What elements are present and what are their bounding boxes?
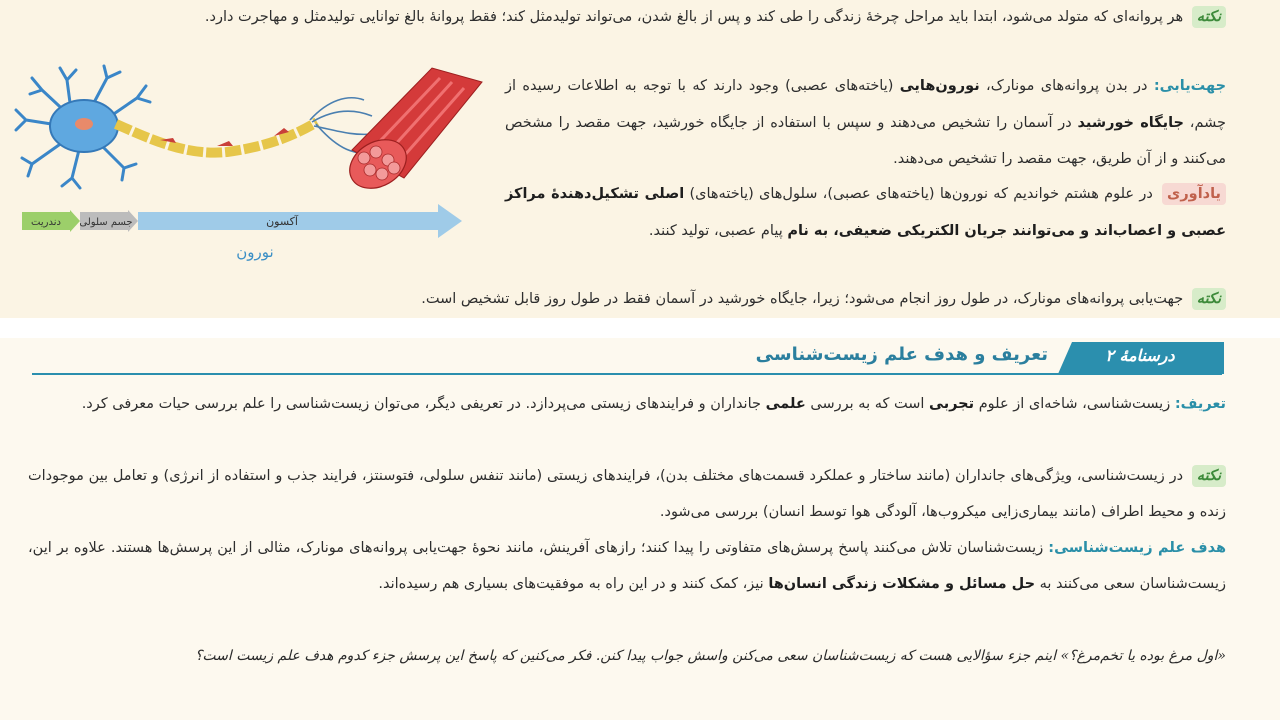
top-section — [0, 0, 1280, 318]
goal-text-2: نیز، کمک کنند و در این راه به موفقیت‌های بسیاری هم رسیده‌اند. — [378, 576, 764, 592]
goal-text-1: زیست‌شناسان تلاش می‌کنند پاسخ پرسش‌های متفاوتی را پیدا کنند؛ رازهای آفرینش، مانند نحوهٔ جهت‌یابی پروانه‌های مونارک، مثالی از این پرسش‌ها هستند. علاوه بر این، زیست‌شناسان سعی می‌کنند به — [28, 540, 1226, 592]
note-text: هر پروانه‌ای که متولد می‌شود، ابتدا باید مراحل چرخهٔ زندگی را طی کند و پس از بالغ شدن، می‌تواند تولیدمثل کند؛ فقط پروانهٔ بالغ توانایی تولیدمثل و مهاجرت دارد. — [204, 9, 1184, 25]
note-paragraph-3 — [28, 458, 1226, 530]
header-rule — [32, 373, 1222, 375]
label-dendrite: دندریت — [31, 217, 61, 228]
definition-bold-1: تجربی — [929, 396, 975, 412]
orientation-label: جهت‌یابی: — [1153, 78, 1227, 94]
orientation-text-2: (یاخته‌های عصبی) وجود دارند که با توجه به اطلاعات رسیده از چشم، — [505, 78, 1226, 131]
orientation-paragraph — [505, 68, 1226, 178]
definition-text-1: زیست‌شناسی، شاخه‌ای از علوم — [978, 396, 1171, 412]
lesson-title: تعریف و هدف علم زیست‌شناسی — [755, 344, 1048, 365]
reminder-text-2: پیام عصبی، تولید کنند. — [648, 222, 783, 239]
note-tag: نکته — [1192, 288, 1226, 310]
goal-bold-1: حل مسائل و مشکلات زندگی انسان‌ها — [768, 576, 1036, 592]
label-cell-body: جسم سلولی — [79, 217, 133, 228]
orientation-bold-1: نورون‌هایی — [899, 78, 980, 94]
handwritten-question: «اول مرغ بوده یا تخم‌مرغ؟» اینم جزء سؤالایی هست که زیست‌شناسان سعی می‌کنن واسش جواب پیدا کنن. فکر می‌کنین که پاسخ این پرسش جزء کدوم هدف علم زیست است؟ — [194, 648, 1226, 664]
definition-bold-2: علمی — [765, 396, 806, 412]
orientation-bold-2: جایگاه خورشید — [1077, 114, 1184, 131]
reminder-paragraph — [505, 176, 1226, 249]
note-text: جهت‌یابی پروانه‌های مونارک، در طول روز انجام می‌شود؛ زیرا، جایگاه خورشید در آسمان فقط در طول روز قابل تشخیص است. — [421, 291, 1184, 307]
definition-text-2: است که به بررسی — [810, 396, 925, 412]
axon — [116, 122, 317, 153]
section-divider — [0, 318, 1280, 338]
goal-label: هدف علم زیست‌شناسی: — [1048, 540, 1227, 556]
definition-paragraph — [28, 386, 1226, 422]
note-tag: نکته — [1192, 465, 1226, 487]
note-paragraph-2 — [170, 281, 1226, 317]
reminder-text-1: در علوم هشتم خواندیم که نورون‌ها (یاخته‌های عصبی)، سلول‌های (یاخته‌های) — [689, 186, 1153, 202]
definition-label: تعریف: — [1174, 396, 1226, 412]
muscle-fibers — [341, 68, 482, 198]
nucleus — [75, 118, 93, 130]
reminder-tag: یادآوری — [1162, 183, 1226, 205]
note-paragraph-1 — [30, 0, 1226, 35]
orientation-text-3: در آسمان را تشخیص می‌دهند و سپس با استفاده از جایگاه خورشید، جهت مقصد را مشخص می‌کنند و از آن طریق، جهت مقصد را تشخیص می‌دهند. — [505, 114, 1226, 167]
figure-caption: نورون — [236, 243, 274, 261]
goal-paragraph — [28, 530, 1226, 602]
label-axon: آکسون — [266, 215, 298, 228]
note-text: در زیست‌شناسی، ویژگی‌های جانداران (مانند ساختار و عملکرد قسمت‌های مختلف بدن)، فرایندهای زیستی (مانند تنفس سلولی، فتوسنتز، فرایند جذب و استفاده از انرژی) و تعامل بین موجودات زنده و محیط اطراف (مانند بیماری‌زایی میکروب‌ها، آلودگی هوا توسط انسان) بررسی می‌شود. — [28, 468, 1226, 520]
reminder-bold-1: اصلی تشکیل‌دهندهٔ مراکز عصبی و اعصاب‌اند و می‌توانند جریان الکتریکی ضعیفی، به نام — [505, 186, 1226, 239]
orientation-text-1: در بدن پروانه‌های مونارک، — [986, 78, 1148, 94]
note-tag: نکته — [1192, 6, 1226, 28]
lesson-header — [0, 338, 1280, 378]
definition-text-3: جانداران و فرایندهای زیستی می‌پردازد. در تعریفی دیگر، می‌توان زیست‌شناسی را علم بررسی حیات معرفی کرد. — [81, 396, 761, 412]
lesson-tab-label: درسنامهٔ ۲ — [1105, 346, 1175, 365]
neuron-illustration — [12, 60, 492, 270]
